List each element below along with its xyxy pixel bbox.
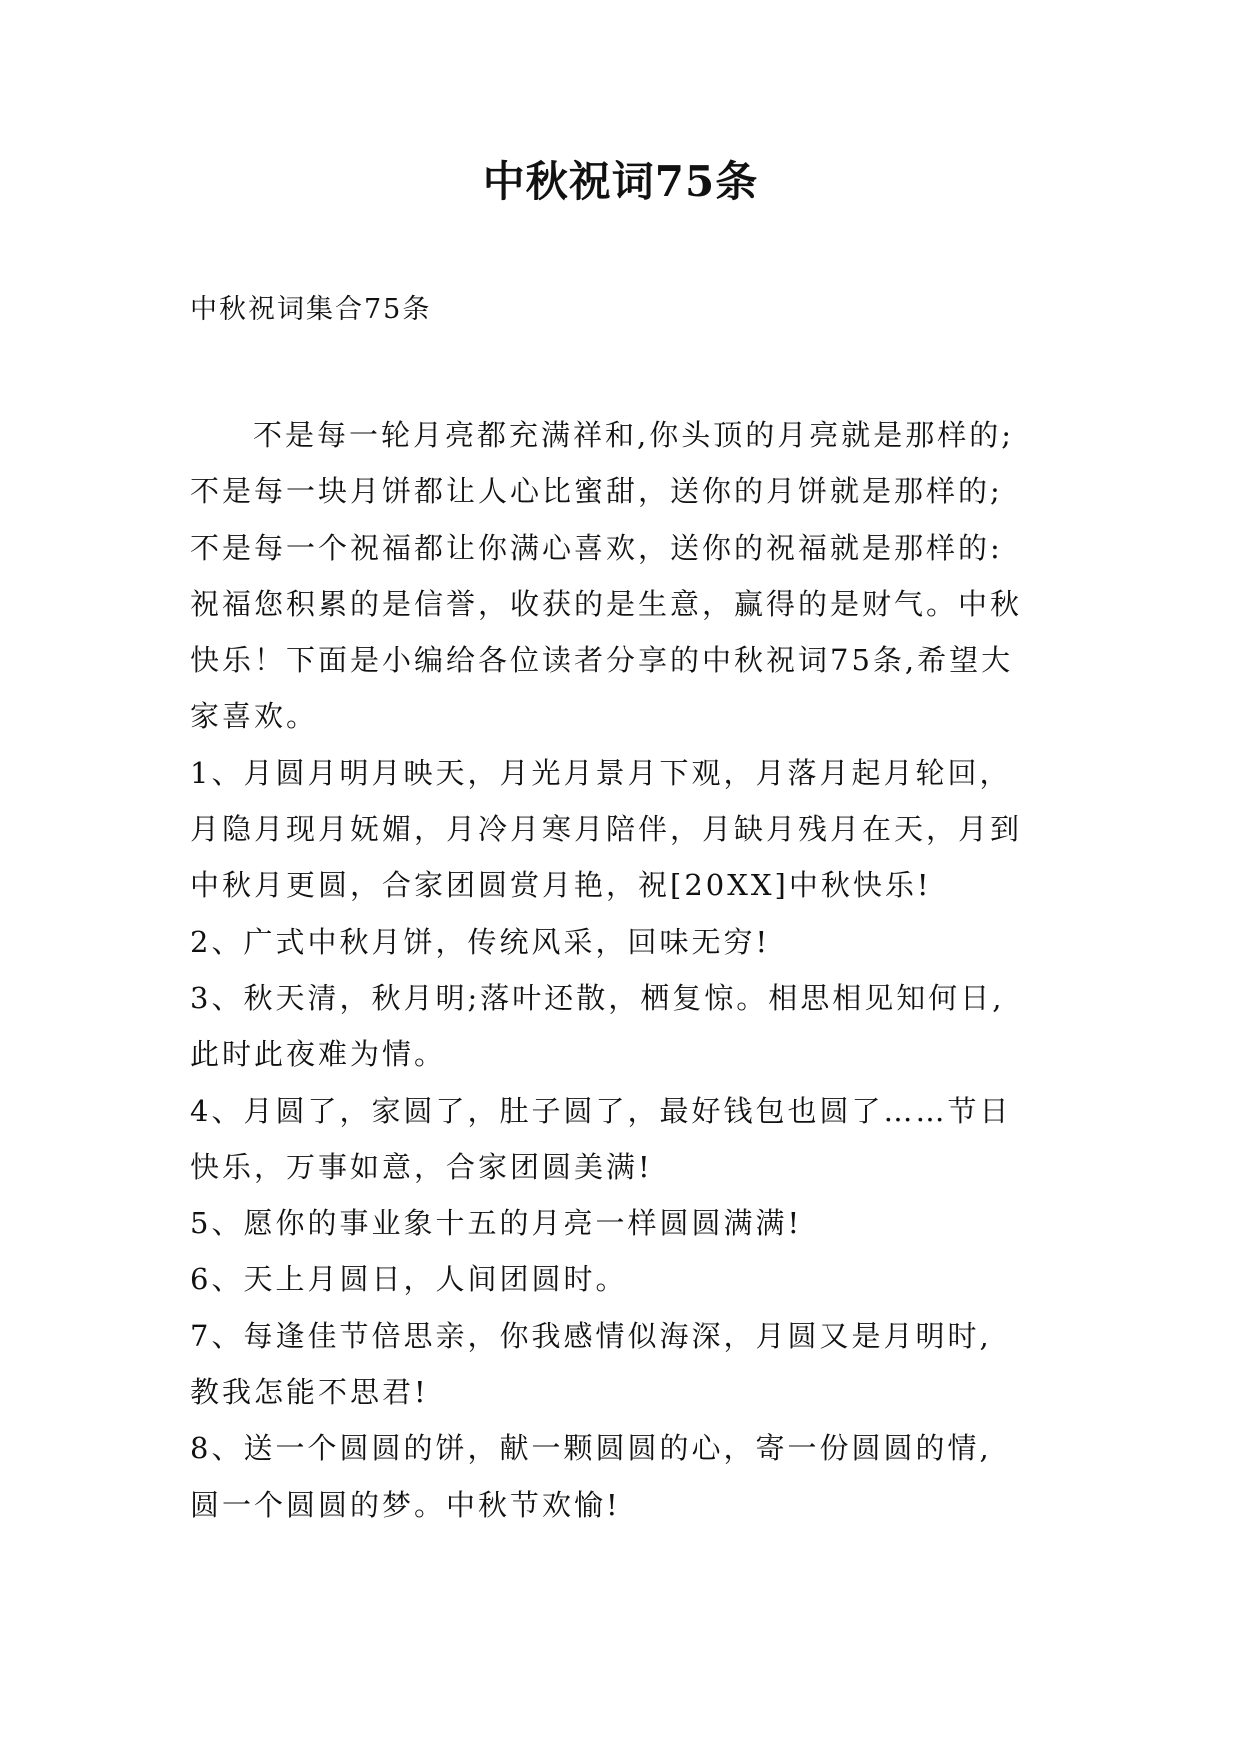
text-line: 5、愿你的事业象十五的月亮一样圆圆满满! [190,1206,803,1241]
text-line: 不是每一轮月亮都充满祥和,你头顶的月亮就是那样的; [253,418,1014,452]
text-line: 快乐，万事如意，合家团圆美满! [190,1149,653,1184]
text-line: 中秋月更圆，合家团圆赏月艳，祝[20XX]中秋快乐! [190,868,932,903]
text-line: 7、每逢佳节倍思亲，你我感情似海深，月圆又是月明时, [190,1318,992,1353]
text-line: 8、送一个圆圆的饼，献一颗圆圆的心，寄一份圆圆的情, [190,1431,992,1466]
text-line: 不是每一块月饼都让人心比蜜甜，送你的月饼就是那样的; [190,474,1003,509]
document-body [190,407,1060,1533]
text-line: 家喜欢。 [190,699,319,734]
subtitle: 中秋祝词集合75条 [190,294,432,325]
text-line: 不是每一个祝福都让你满心喜欢，送你的祝福就是那样的: [190,530,1003,565]
text-line: 月隐月现月妩媚，月冷月寒月陪伴，月缺月残月在天，月到 [190,812,1023,847]
text-line: 6、天上月圆日，人间团圆时。 [190,1262,628,1297]
text-line: 此时此夜难为情。 [190,1037,447,1072]
text-line: 教我怎能不思君! [190,1375,429,1410]
text-line: 快乐！下面是小编给各位读者分享的中秋祝词75条,希望大 [190,643,1014,678]
text-line: 1、月圆月明月映天，月光月景月下观，月落月起月轮回， [190,755,1012,790]
text-line: 2、广式中秋月饼，传统风采，回味无穷! [190,924,771,959]
text-line: 4、月圆了，家圆了，肚子圆了，最好钱包也圆了……节日 [190,1093,1012,1128]
text-line: 3、秋天清，秋月明;落叶还散，栖复惊。相思相见知何日, [190,980,1005,1015]
text-line: 祝福您积累的是信誉，收获的是生意，赢得的是财气。中秋 [190,586,1023,621]
page-title: 中秋祝词75条 [482,157,759,206]
text-line: 圆一个圆圆的梦。中秋节欢愉! [190,1487,621,1522]
